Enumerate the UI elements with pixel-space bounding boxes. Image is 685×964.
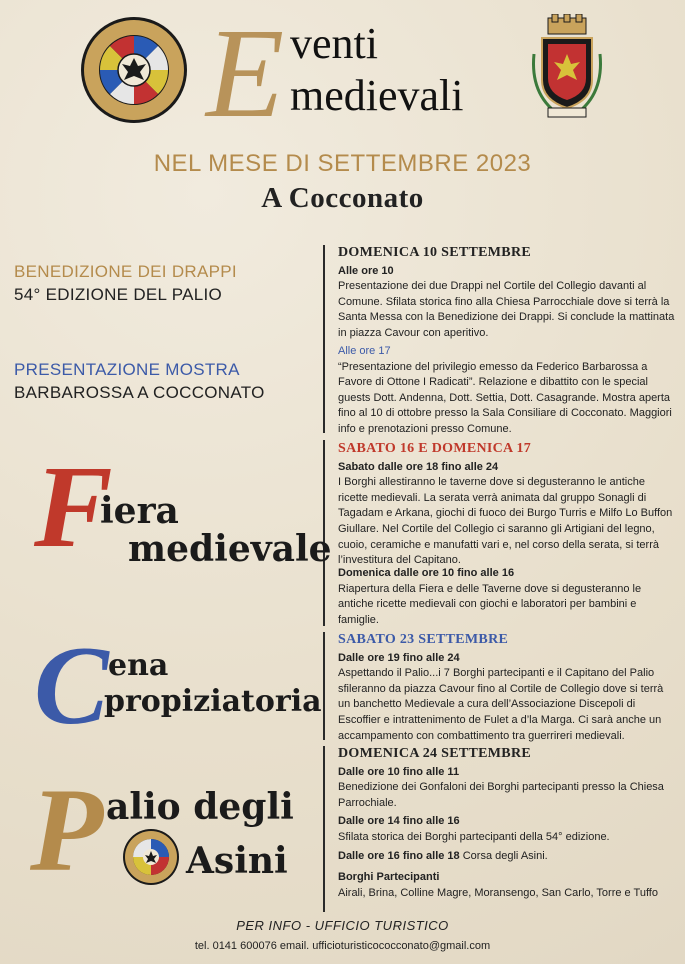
cena-line2: propiziatoria	[104, 684, 322, 719]
benedizione-title: BENEDIZIONE DEI DRAPPI	[14, 262, 237, 281]
event-3-text: Aspettando il Palio...i 7 Borghi partecipanti e il Capitano del Palio sfileranno da piazza Cavour fino al Cortile de Collegio dove si terrà un banchetto Medievale a cura dell’Associazione Discepoli di Escoffier e intrattenimento de Fulet a d’la Marga. Ci sarà anche un accampamento con combattimento tra guerrireri medievali.	[338, 667, 664, 742]
event-1b-time: Alle ore 17	[338, 345, 391, 357]
event-3-date: SABATO 23 SETTEMBRE	[338, 632, 509, 647]
palio-line2: Asini	[186, 840, 288, 882]
borghi-title: Borghi Partecipanti	[338, 871, 440, 884]
event-4-text-2: Sfilata storica dei Borghi partecipanti della 54° edizione.	[338, 830, 610, 843]
event-1b	[338, 344, 676, 438]
event-2b-text: Riapertura della Fiera e delle Taverne dove si degusteranno le antiche ricette medievali con giochi e laboratori per bambini e famiglie.	[338, 582, 642, 626]
footer-contacts[interactable]: tel. 0141 600076 email. ufficioturisticococconato@gmail.com	[194, 940, 491, 952]
fiera-initial: F	[34, 441, 113, 572]
event-2b	[338, 566, 676, 628]
cena-line1: ena	[108, 648, 169, 683]
title-line-medievali: medievali	[290, 71, 464, 120]
town-crest	[528, 14, 606, 122]
association-logo	[80, 16, 188, 124]
event-1-text: Presentazione dei due Drappi nel Cortile del Collegio davanti al Comune. Sfilata storica fino alla Chiesa Parrocchiale dove si terrà la Santa Messa con la Benedizione dei Drappi. Si conclude la mattinata in piazza Cavour con aperitivo.	[338, 280, 675, 339]
palio-small-logo	[122, 828, 180, 886]
month-heading: NEL MESE DI SETTEMBRE 2023	[153, 150, 532, 177]
benedizione-subtitle: 54° EDIZIONE DEL PALIO	[14, 285, 223, 304]
fiera-line1: iera	[100, 490, 179, 532]
event-4-date: DOMENICA 24 SETTEMBRE	[338, 746, 531, 761]
event-4	[338, 746, 676, 901]
event-2	[338, 441, 676, 569]
title-initial-e: E	[206, 2, 285, 144]
cena-initial: C	[34, 624, 109, 748]
event-4-text-1: Benedizione dei Gonfaloni dei Borghi partecipanti presso la Chiesa Parrochiale.	[338, 781, 664, 809]
event-1b-text: “Presentazione del privilegio emesso da Federico Barbarossa a Favore di Ottone I Radicati”. Relazione e dibattito con le special guests Dott. Andenna, Dott. Settia, Dott. Casagrande. Mostra aperta fino al 10 di ottobre presso la Sala Consiliare di Cocconato. Maggiori info e prenotazioni presso Comune.	[338, 360, 672, 435]
event-2-text: I Borghi allestiranno le taverne dove si degusteranno le antiche ricette medievali. La serata verrà animata dal gruppo Sonagli di Tagadam e Arkana, giochi di fuoco dei Burgo Turris e Milfo Lo Buffon Giullare. Nel Cortile del Collegio ci saranno gli Artigiani del legno, cuoio, ceramiche e manufatti vari e, nel corso della serata, si terrà l’investitura del Capitano.	[338, 476, 673, 567]
divider-1	[323, 245, 325, 433]
footer-info: PER INFO - UFFICIO TURISTICO	[236, 918, 449, 933]
event-3	[338, 632, 676, 744]
event-4-time-2: Dalle ore 14 fino alle 16	[338, 815, 460, 828]
borghi-list: Airali, Brina, Colline Magre, Moransengo, San Carlo, Torre e Tuffo	[338, 886, 658, 899]
mostra-subtitle: BARBAROSSA A COCCONATO	[14, 383, 265, 402]
title-line-venti: venti	[290, 19, 378, 68]
town-heading: A Cocconato	[261, 182, 424, 214]
mostra-title: PRESENTAZIONE MOSTRA	[14, 360, 240, 379]
event-4-text-3: Corsa degli Asini.	[462, 849, 548, 862]
event-1-date: DOMENICA 10 SETTEMBRE	[338, 245, 531, 260]
divider-4	[323, 746, 325, 912]
divider-3	[323, 632, 325, 740]
event-1	[338, 245, 676, 342]
event-2b-time: Domenica dalle ore 10 fino alle 16	[338, 567, 515, 579]
palio-line1: alio degli	[106, 786, 294, 828]
event-4-time-3: Dalle ore 16 fino alle 18	[338, 849, 460, 862]
event-2-date: SABATO 16 E DOMENICA 17	[338, 441, 532, 456]
fiera-line2: medievale	[128, 528, 332, 570]
event-3-time: Dalle ore 19 fino alle 24	[338, 651, 460, 664]
event-1-time: Alle ore 10	[338, 264, 394, 277]
palio-initial: P	[30, 763, 104, 896]
event-2-time: Sabato dalle ore 18 fino alle 24	[338, 460, 499, 473]
event-4-time-1: Dalle ore 10 fino alle 11	[338, 765, 460, 778]
